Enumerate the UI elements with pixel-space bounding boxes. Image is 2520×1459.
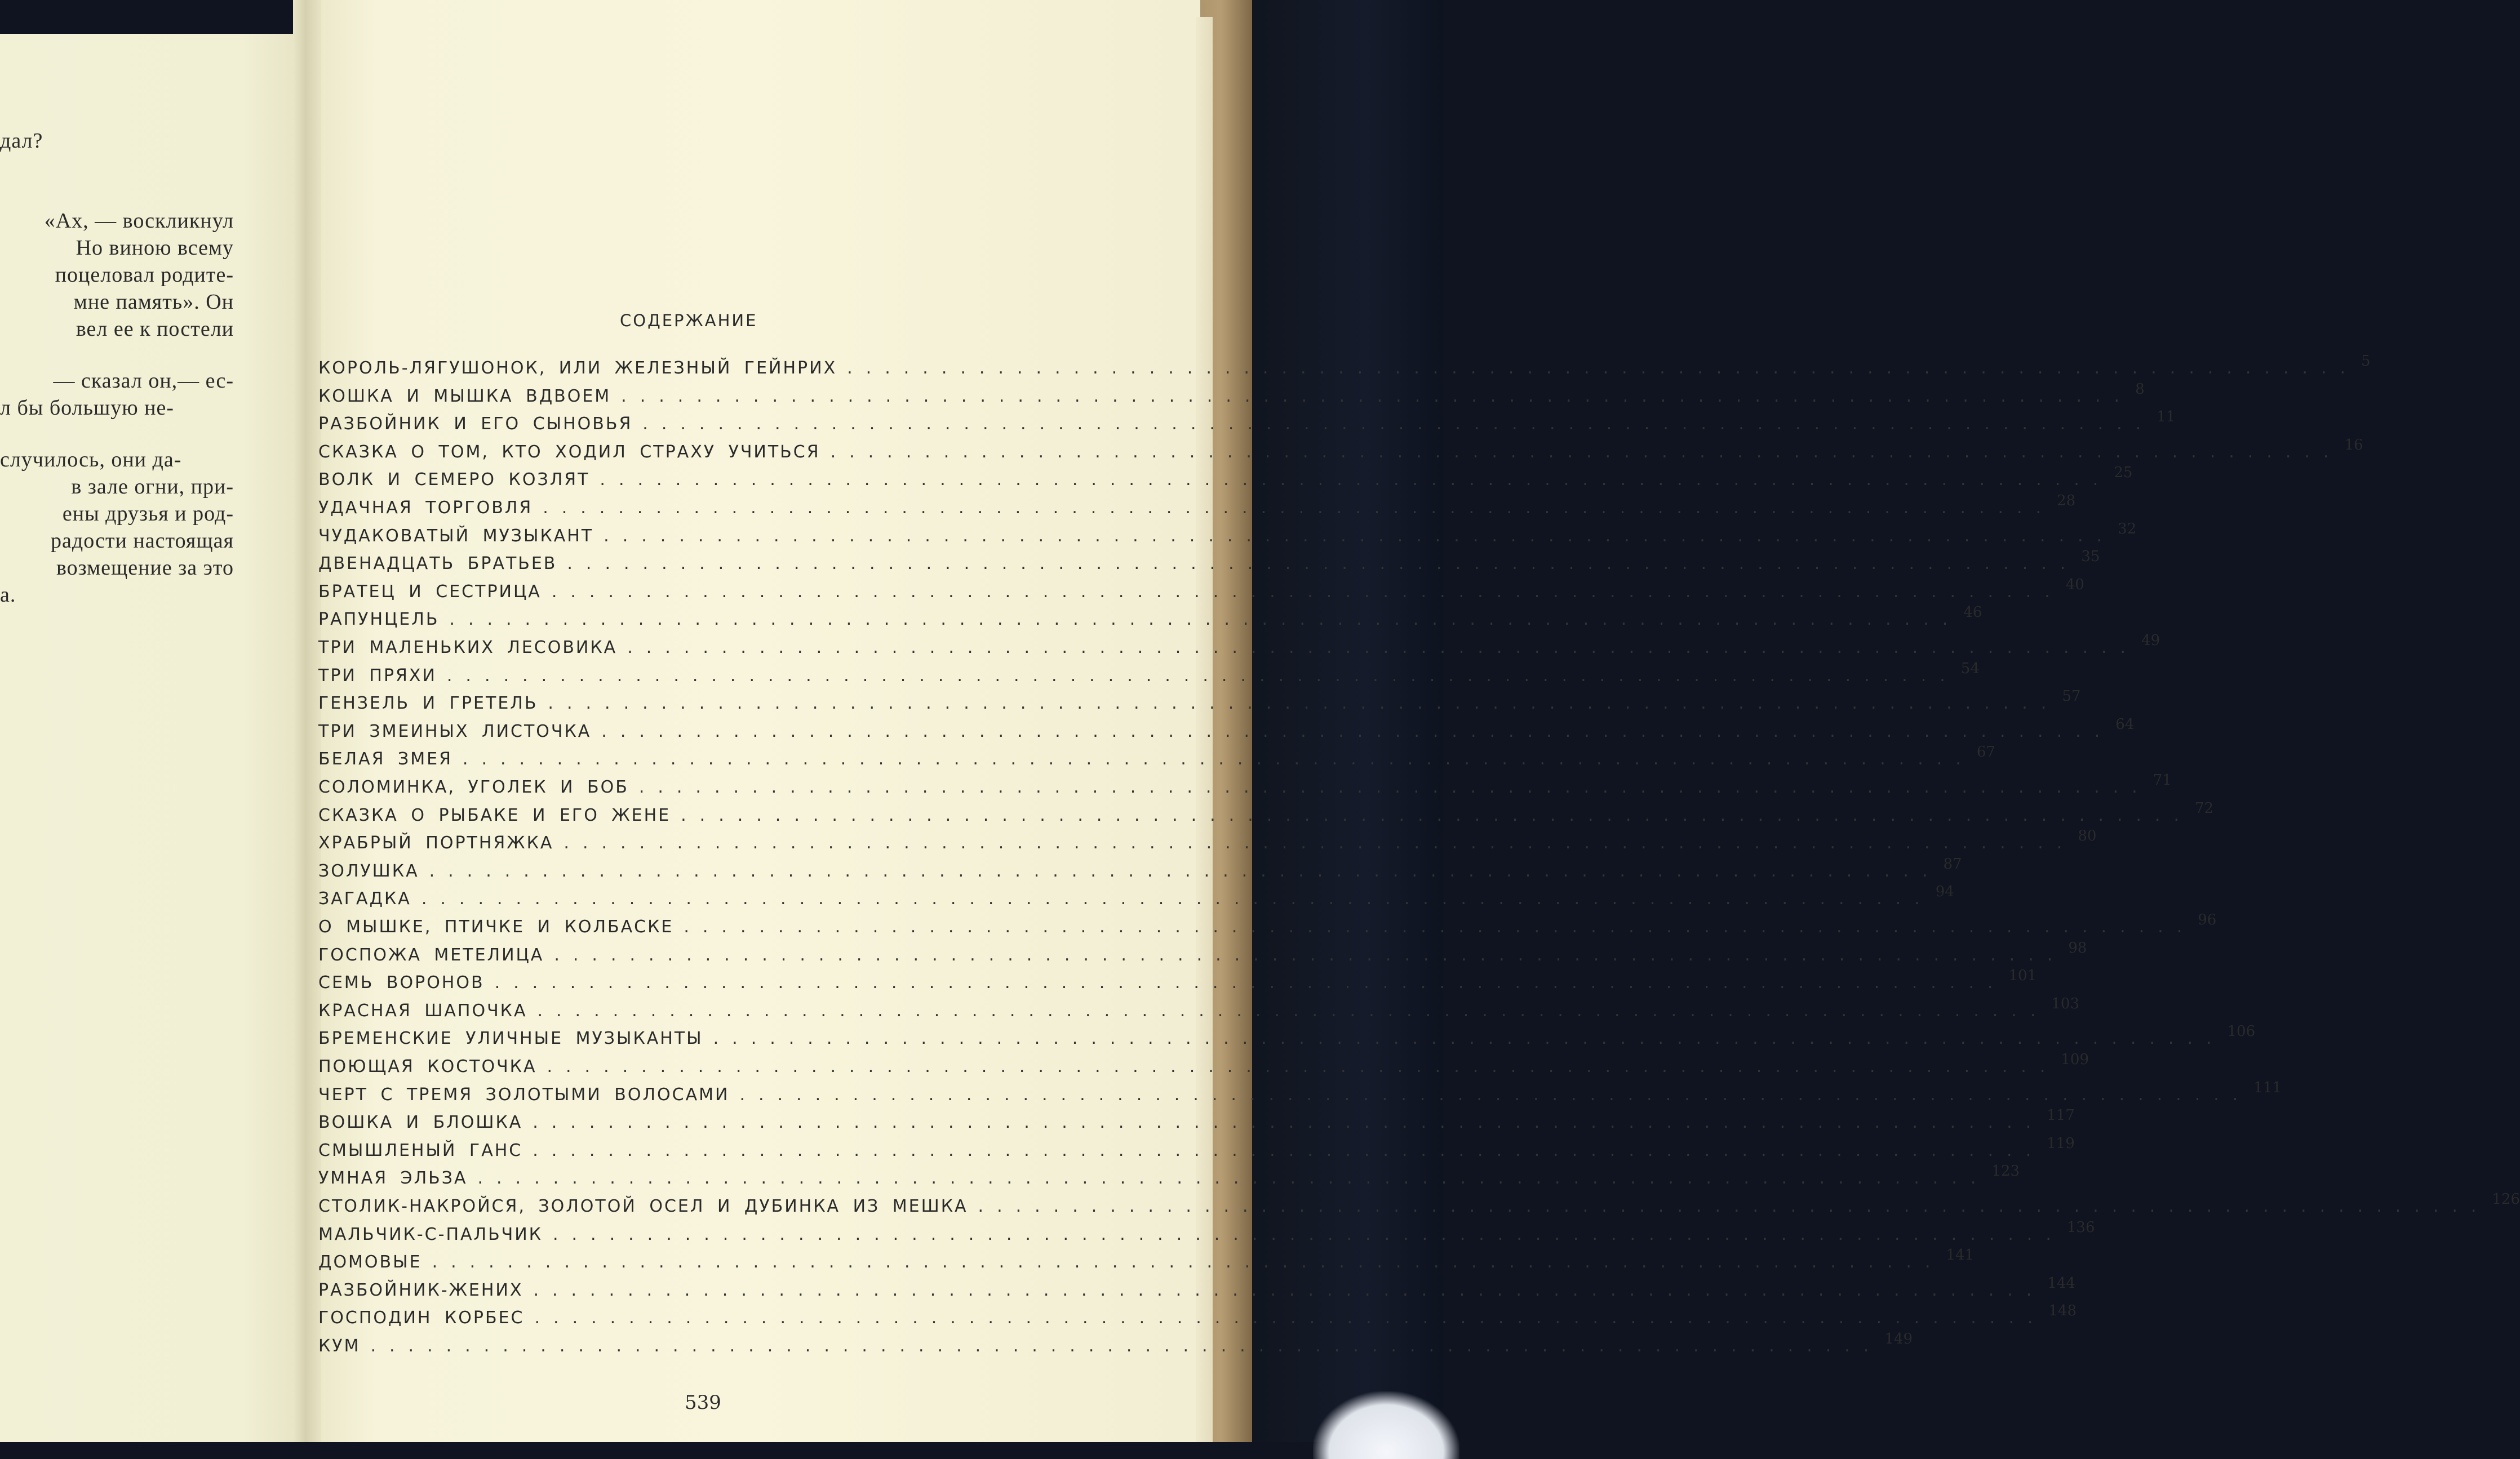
toc-leader-dots: ................................................................................ [421, 889, 1933, 909]
toc-entry [318, 492, 2076, 523]
toc-entry-title: ПОЮЩАЯ КОСТОЧКА [318, 1057, 537, 1077]
toc-entry [318, 1275, 2075, 1305]
toc-leader-dots: ................................................................................ [684, 917, 2196, 937]
toc-entry [318, 744, 1995, 774]
toc-entry-page: 148 [2048, 1302, 2077, 1319]
toc-entry-page: 35 [2081, 548, 2100, 565]
toc-entry-title: ТРИ ЗМЕИНЫХ ЛИСТОЧКА [318, 722, 592, 741]
toc-entry [318, 828, 2097, 858]
toc-entry [318, 521, 2137, 551]
toc-leader-dots: ................................................................................ [830, 442, 2342, 462]
toc-entry-page: 64 [2115, 716, 2135, 733]
left-page-line: случилось, они да- [0, 448, 182, 471]
toc-entry-page: 54 [1960, 660, 1980, 677]
toc-entry [318, 940, 2087, 970]
toc-entry [318, 911, 2217, 942]
toc-entry-page: 119 [2047, 1135, 2075, 1152]
toc-entry-title: МАЛЬЧИК-С-ПАЛЬЧИК [318, 1225, 543, 1244]
toc-entry-title: КУМ [318, 1336, 361, 1356]
toc-leader-dots: ................................................................................ [449, 610, 1962, 629]
toc-entry-title: ЗОЛУШКА [318, 861, 419, 881]
toc-entry-title: СКАЗКА О РЫБАКЕ И ЕГО ЖЕНЕ [318, 806, 671, 825]
toc-entry-page: 98 [2068, 940, 2087, 957]
toc-leader-dots: ................................................................................ [446, 666, 1959, 686]
toc-entry [318, 1219, 2095, 1249]
toc-entry [318, 856, 1962, 886]
toc-entry-title: ТРИ ПРЯХИ [318, 666, 437, 686]
toc-entry [318, 576, 2084, 607]
toc-entry-title: БРЕМЕНСКИЕ УЛИЧНЫЕ МУЗЫКАНТЫ [318, 1029, 703, 1048]
toc-entry-page: 144 [2047, 1275, 2075, 1292]
left-page-line: поцеловал родите- [55, 263, 234, 287]
toc-leader-dots: ................................................................................ [552, 1225, 2065, 1244]
toc-entry [318, 883, 1954, 914]
toc-entry-title: СОЛОМИНКА, УГОЛЕК И БОБ [318, 777, 629, 797]
toc-leader-dots: ................................................................................ [604, 526, 2116, 546]
toc-entry [318, 408, 2176, 439]
toc-entry [318, 1191, 2520, 1221]
toc-entry [318, 716, 2135, 746]
toc-entry-page: 11 [2157, 408, 2176, 425]
toc-leader-dots: ................................................................................ [564, 833, 2076, 853]
toc-entry [318, 1247, 1975, 1277]
toc-entry-title: ГОСПОЖА МЕТЕЛИЦА [318, 945, 544, 965]
toc-leader-dots: ................................................................................ [739, 1085, 2252, 1105]
toc-entry [318, 1107, 2075, 1137]
toc-entry-title: СЕМЬ ВОРОНОВ [318, 973, 485, 993]
toc-entry-page: 136 [2066, 1219, 2095, 1236]
toc-entry-page: 106 [2227, 1023, 2256, 1040]
thumb [1313, 1391, 1459, 1459]
left-page-line: дал? [0, 129, 43, 153]
toc-leader-dots: ................................................................................ [600, 470, 2112, 490]
left-page-line: вел ее к постели [76, 317, 234, 341]
toc-entry-page: 5 [2361, 353, 2371, 370]
toc-entry-page: 28 [2057, 492, 2076, 509]
toc-entry-title: ЧЕРТ С ТРЕМЯ ЗОЛОТЫМИ ВОЛОСАМИ [318, 1085, 730, 1105]
toc-heading: СОДЕРЖАНИЕ [620, 311, 758, 330]
toc-entry [318, 548, 2100, 579]
toc-entry [318, 688, 2081, 718]
toc-entry-page: 111 [2253, 1079, 2282, 1096]
toc-entry-title: ЧУДАКОВАТЫЙ МУЗЫКАНТ [318, 526, 594, 546]
toc-entry-page: 67 [1976, 744, 1995, 760]
toc-leader-dots: ................................................................................ [621, 386, 2133, 406]
page-number: 539 [685, 1391, 721, 1414]
toc-entry [318, 1023, 2256, 1053]
toc-entry [318, 632, 2160, 662]
toc-entry-title: ЗАГАДКА [318, 889, 411, 909]
toc-entry [318, 995, 2080, 1026]
toc-entry-title: КОРОЛЬ-ЛЯГУШОНОК, ИЛИ ЖЕЛЕЗНЫЙ ГЕЙНРИХ [318, 358, 837, 378]
toc-leader-dots: ................................................................................ [642, 414, 2155, 434]
toc-entry-page: 103 [2051, 995, 2080, 1012]
toc-entry [318, 1331, 1913, 1361]
left-page-line: возмещение за это [56, 556, 234, 580]
toc-entry [318, 1135, 2075, 1166]
toc-entry-title: О МЫШКЕ, ПТИЧКЕ И КОЛБАСКЕ [318, 917, 674, 937]
toc-entry-page: 16 [2344, 437, 2363, 453]
toc-leader-dots: ................................................................................ [462, 749, 1975, 769]
toc-entry-title: ВОШКА И БЛОШКА [318, 1113, 523, 1132]
toc-leader-dots: ................................................................................ [713, 1029, 2225, 1048]
toc-entry-page: 109 [2061, 1051, 2089, 1068]
toc-leader-dots: ................................................................................ [551, 582, 2064, 602]
toc-leader-dots: ................................................................................ [601, 722, 2114, 741]
toc-leader-dots: ................................................................................ [681, 806, 2193, 825]
toc-leader-dots: ................................................................................ [537, 1001, 2049, 1021]
toc-entry-title: РАПУНЦЕЛЬ [318, 610, 440, 629]
toc-entry-title: ТРИ МАЛЕНЬКИХ ЛЕСОВИКА [318, 638, 618, 657]
toc-entry-page: 25 [2114, 464, 2133, 481]
toc-entry-page: 8 [2135, 381, 2145, 398]
toc-leader-dots: ................................................................................ [627, 638, 2140, 657]
toc-entry-title: БРАТЕЦ И СЕСТРИЦА [318, 582, 542, 602]
toc-entry [318, 660, 1980, 691]
toc-entry [318, 1079, 2282, 1110]
toc-entry-page: 126 [2492, 1191, 2520, 1208]
toc-leader-dots: ................................................................................ [978, 1196, 2490, 1216]
left-page-line: в зале огни, при- [71, 475, 234, 499]
toc-leader-dots: ................................................................................ [543, 498, 2055, 518]
toc-leader-dots: ................................................................................ [547, 1057, 2059, 1077]
left-page-line: — сказал он,— ес- [53, 369, 234, 393]
toc-entry [318, 1051, 2089, 1082]
toc-leader-dots: ................................................................................ [533, 1280, 2046, 1300]
toc-entry-page: 117 [2047, 1107, 2075, 1124]
toc-entry-page: 101 [2008, 967, 2037, 984]
toc-entry-page: 80 [2078, 828, 2097, 844]
left-page-line: мне память». Он [73, 290, 234, 314]
toc-entry-title: РАЗБОЙНИК И ЕГО СЫНОВЬЯ [318, 414, 633, 434]
toc-entry-title: КОШКА И МЫШКА ВДВОЕМ [318, 386, 611, 406]
toc-leader-dots: ................................................................................ [533, 1113, 2045, 1132]
toc-leader-dots: ................................................................................ [638, 777, 2151, 797]
toc-entry [318, 437, 2363, 467]
toc-entry-page: 149 [1884, 1331, 1913, 1347]
toc-leader-dots: ................................................................................ [548, 693, 2060, 713]
toc-entry-title: РАЗБОЙНИК-ЖЕНИХ [318, 1280, 523, 1300]
toc-leader-dots: ................................................................................ [429, 861, 1941, 881]
toc-entry [318, 604, 1982, 634]
toc-entry [318, 1302, 2077, 1333]
toc-entry [318, 967, 2037, 998]
toc-entry-page: 87 [1943, 856, 1962, 873]
toc-entry-page: 32 [2118, 521, 2137, 537]
toc-entry-title: СМЫШЛЕНЫЙ ГАНС [318, 1141, 523, 1160]
toc-leader-dots: ................................................................................ [477, 1168, 1990, 1188]
toc-entry-title: ГОСПОДИН КОРБЕС [318, 1308, 525, 1328]
toc-entry-page: 57 [2062, 688, 2081, 705]
toc-entry-title: УМНАЯ ЭЛЬЗА [318, 1168, 468, 1188]
left-page [0, 34, 304, 1442]
toc-entry [318, 381, 2145, 411]
toc-entry-page: 49 [2141, 632, 2160, 649]
toc-entry-page: 40 [2065, 576, 2084, 593]
toc-leader-dots: ................................................................................ [370, 1336, 1883, 1356]
toc-entry-title: ДВЕНАДЦАТЬ БРАТЬЕВ [318, 554, 557, 573]
toc-entry-page: 72 [2195, 800, 2214, 817]
left-page-line: а. [0, 583, 16, 607]
left-page-line: «Ах, — воскликнул [44, 209, 234, 233]
left-page-line: Но виною всему [76, 236, 234, 260]
toc-entry [318, 772, 2172, 802]
toc-leader-dots: ................................................................................ [533, 1141, 2045, 1160]
left-page-line: ены друзья и род- [62, 502, 234, 526]
toc-leader-dots: ................................................................................ [567, 554, 2079, 573]
toc-entry-title: ВОЛК И СЕМЕРО КОЗЛЯТ [318, 470, 590, 490]
left-page-line: л бы большую не- [0, 396, 174, 420]
toc-entry-title: БЕЛАЯ ЗМЕЯ [318, 749, 452, 769]
left-page-line: радости настоящая [51, 529, 234, 553]
toc-entry [318, 800, 2214, 830]
toc-entry-page: 71 [2153, 772, 2172, 789]
toc-entry-page: 141 [1946, 1247, 1975, 1264]
toc-entry-title: СТОЛИК-НАКРОЙСЯ, ЗОЛОТОЙ ОСЕЛ И ДУБИНКА ИЗ МЕШКА [318, 1196, 968, 1216]
toc-entry [318, 464, 2133, 495]
toc-entry-title: ДОМОВЫЕ [318, 1252, 422, 1272]
toc-entry [318, 1163, 2020, 1193]
toc-entry [318, 353, 2371, 383]
toc-leader-dots: ................................................................................ [432, 1252, 1944, 1272]
book-gutter [293, 0, 321, 1442]
toc-entry-page: 94 [1935, 883, 1954, 900]
toc-leader-dots: ................................................................................ [534, 1308, 2047, 1328]
toc-entry-title: СКАЗКА О ТОМ, КТО ХОДИЛ СТРАХУ УЧИТЬСЯ [318, 442, 820, 462]
toc-entry-page: 96 [2198, 911, 2217, 928]
toc-entry-title: ГЕНЗЕЛЬ И ГРЕТЕЛЬ [318, 693, 538, 713]
toc-leader-dots: ................................................................................ [494, 973, 2007, 993]
toc-entry-title: КРАСНАЯ ШАПОЧКА [318, 1001, 527, 1021]
toc-entry-title: ХРАБРЫЙ ПОРТНЯЖКА [318, 833, 554, 853]
toc-entry-page: 123 [1991, 1163, 2020, 1180]
toc-leader-dots: ................................................................................ [554, 945, 2066, 965]
toc-entry-title: УДАЧНАЯ ТОРГОВЛЯ [318, 498, 533, 518]
toc-entry-page: 46 [1963, 604, 1982, 621]
toc-leader-dots: ................................................................................ [847, 358, 2359, 378]
